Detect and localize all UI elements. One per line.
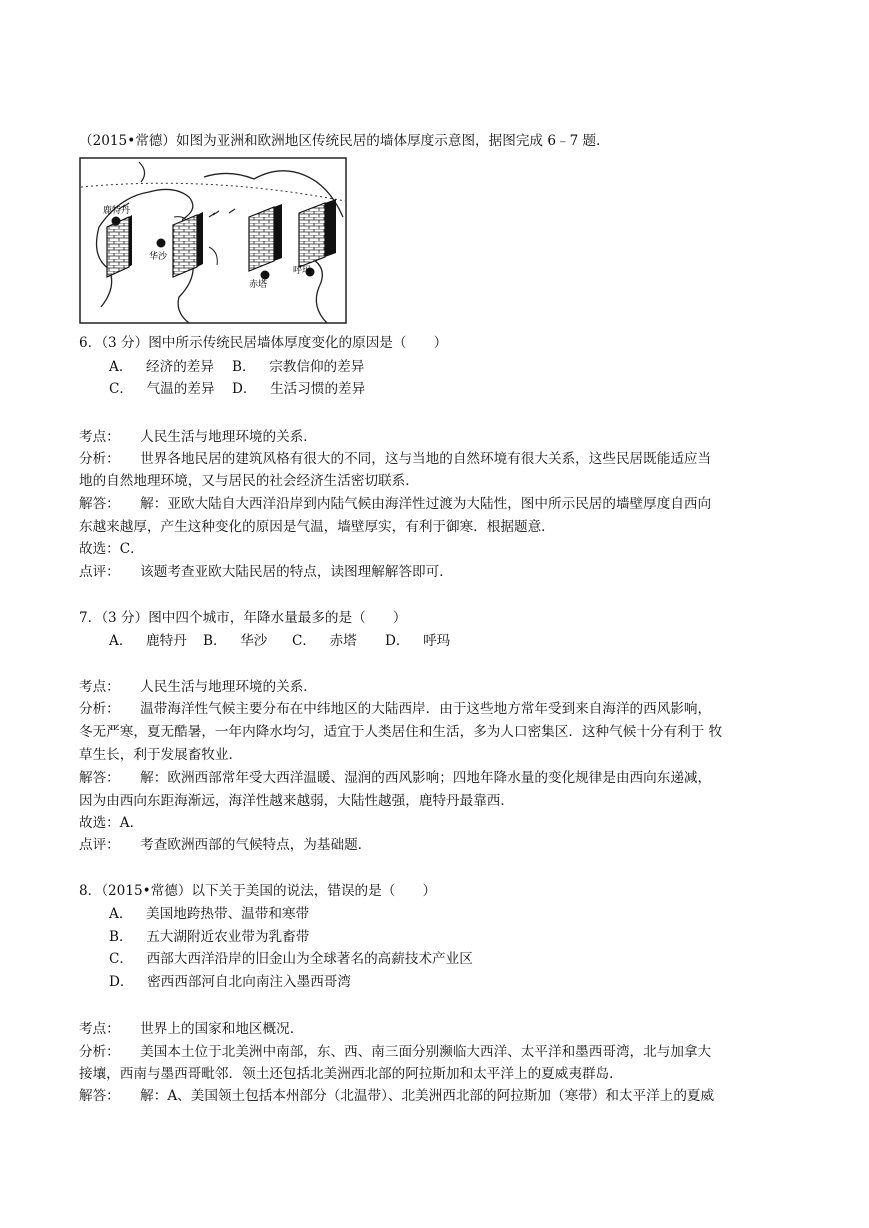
q8-option-c: C． 西部大西洋沿岸的旧金山为全球著名的高薪技术产业区 bbox=[109, 951, 473, 967]
q8-kaodian: 考点： 世界上的国家和地区概况． bbox=[79, 1021, 304, 1037]
q7-jieda-line-1: 解答： 解：欧洲西部常年受大西洋温暖、湿润的西风影响；四地年降水量的变化规律是由西向东递减， bbox=[79, 770, 712, 786]
q7-option-c: C． 赤塔 bbox=[292, 633, 357, 649]
q6-option-a: A． 经济的差异 bbox=[109, 359, 214, 375]
city-dot-warsaw bbox=[157, 239, 166, 248]
city-label-chita: 赤塔 bbox=[249, 280, 268, 290]
q6-fenxi-line-1: 分析： 世界各地民居的建筑风格有很大的不同，这与当地的自然环境有很大关系，这些民居既能适应当 bbox=[79, 451, 712, 467]
q7-option-d: D． 呼玛 bbox=[385, 633, 451, 649]
intro-text: （2015•常德）如图为亚洲和欧洲地区传统民居的墙体厚度示意图，据图完成 6﹣7 题． bbox=[79, 133, 610, 149]
q8-option-b: B． 五大湖附近农业带为乳畜带 bbox=[109, 929, 310, 945]
q6-dianping: 点评： 该题考查亚欧大陆民居的特点，读图理解解答即可． bbox=[79, 564, 453, 580]
q6-option-c: C． 气温的差异 bbox=[109, 381, 215, 397]
q7-dianping: 点评： 考查欧洲西部的气候特点，为基础题． bbox=[79, 837, 372, 853]
map-illustration bbox=[79, 157, 347, 324]
city-label-huma: 呼玛 bbox=[293, 266, 312, 276]
city-label-rotterdam: 鹿特丹 bbox=[103, 206, 131, 216]
q6-kaodian: 考点： 人民生活与地理环境的关系． bbox=[79, 429, 317, 445]
city-dot-chita bbox=[261, 271, 270, 280]
q8-fenxi-line-1: 分析： 美国本土位于北美洲中南部，东、西、南三面分别濒临大西洋、太平洋和墨西哥湾，北与加拿大 bbox=[79, 1044, 712, 1060]
q6-stem: 6．（3 分）图中所示传统民居墙体厚度变化的原因是（ ） bbox=[79, 335, 448, 351]
q7-jieda-line-2: 因为由西向东距海渐远，海洋性越来越弱，大陆性越强，鹿特丹最靠西． bbox=[79, 793, 514, 809]
q7-option-a: A． 鹿特丹 bbox=[109, 633, 187, 649]
q7-fenxi-line-3: 草生长，利于发展畜牧业． bbox=[79, 747, 243, 763]
q7-option-b: B． 华沙 bbox=[203, 633, 268, 649]
q7-kaodian: 考点： 人民生活与地理环境的关系． bbox=[79, 679, 317, 695]
q7-fenxi-line-1: 分析： 温带海洋性气候主要分布在中纬地区的大陆西岸．由于这些地方常年受到来自海洋的西风影响， bbox=[79, 701, 712, 717]
q6-option-b: B． 宗教信仰的差异 bbox=[232, 359, 365, 375]
city-dot-rotterdam bbox=[112, 217, 121, 226]
q8-option-d: D． 密西西部河自北向南注入墨西哥湾 bbox=[109, 974, 351, 990]
wall-thickness-map-figure bbox=[79, 157, 347, 324]
q8-option-a: A． 美国地跨热带、温带和寒带 bbox=[109, 906, 310, 922]
q7-answer: 故选：A． bbox=[79, 815, 144, 831]
q8-jieda-line-1: 解答： 解：A、美国领土包括本州部分（北温带）、北美洲西北部的阿拉斯加（寒带）和太平洋上的夏威 bbox=[79, 1088, 715, 1104]
q7-stem: 7．（3 分）图中四个城市，年降水量最多的是（ ） bbox=[79, 610, 407, 626]
q6-fenxi-line-2: 地的自然地理环境，又与居民的社会经济生活密切联系． bbox=[79, 473, 419, 489]
q6-jieda-line-2: 东越来越厚，产生这种变化的原因是气温，墙壁厚实，有利于御寒．根据题意． bbox=[79, 519, 555, 535]
q7-fenxi-line-2: 冬无严寒，夏无酷暑，一年内降水均匀，适宜于人类居住和生活，多为人口密集区．这种气候十分有利于 牧 bbox=[79, 724, 723, 740]
city-label-warsaw: 华沙 bbox=[149, 252, 168, 262]
q6-option-d: D． 生活习惯的差异 bbox=[232, 381, 366, 397]
q6-answer: 故选：C． bbox=[79, 541, 144, 557]
q8-stem: 8．（2015•常德）以下关于美国的说法，错误的是（ ） bbox=[79, 883, 437, 899]
q8-fenxi-line-2: 接壤，西南与墨西哥毗邻．领土还包括北美洲西北部的阿拉斯加和太平洋上的夏威夷群岛． bbox=[79, 1066, 623, 1082]
q6-jieda-line-1: 解答： 解：亚欧大陆自大西洋沿岸到内陆气候由海洋性过渡为大陆性，图中所示民居的墙壁厚度自西向 bbox=[79, 496, 712, 512]
